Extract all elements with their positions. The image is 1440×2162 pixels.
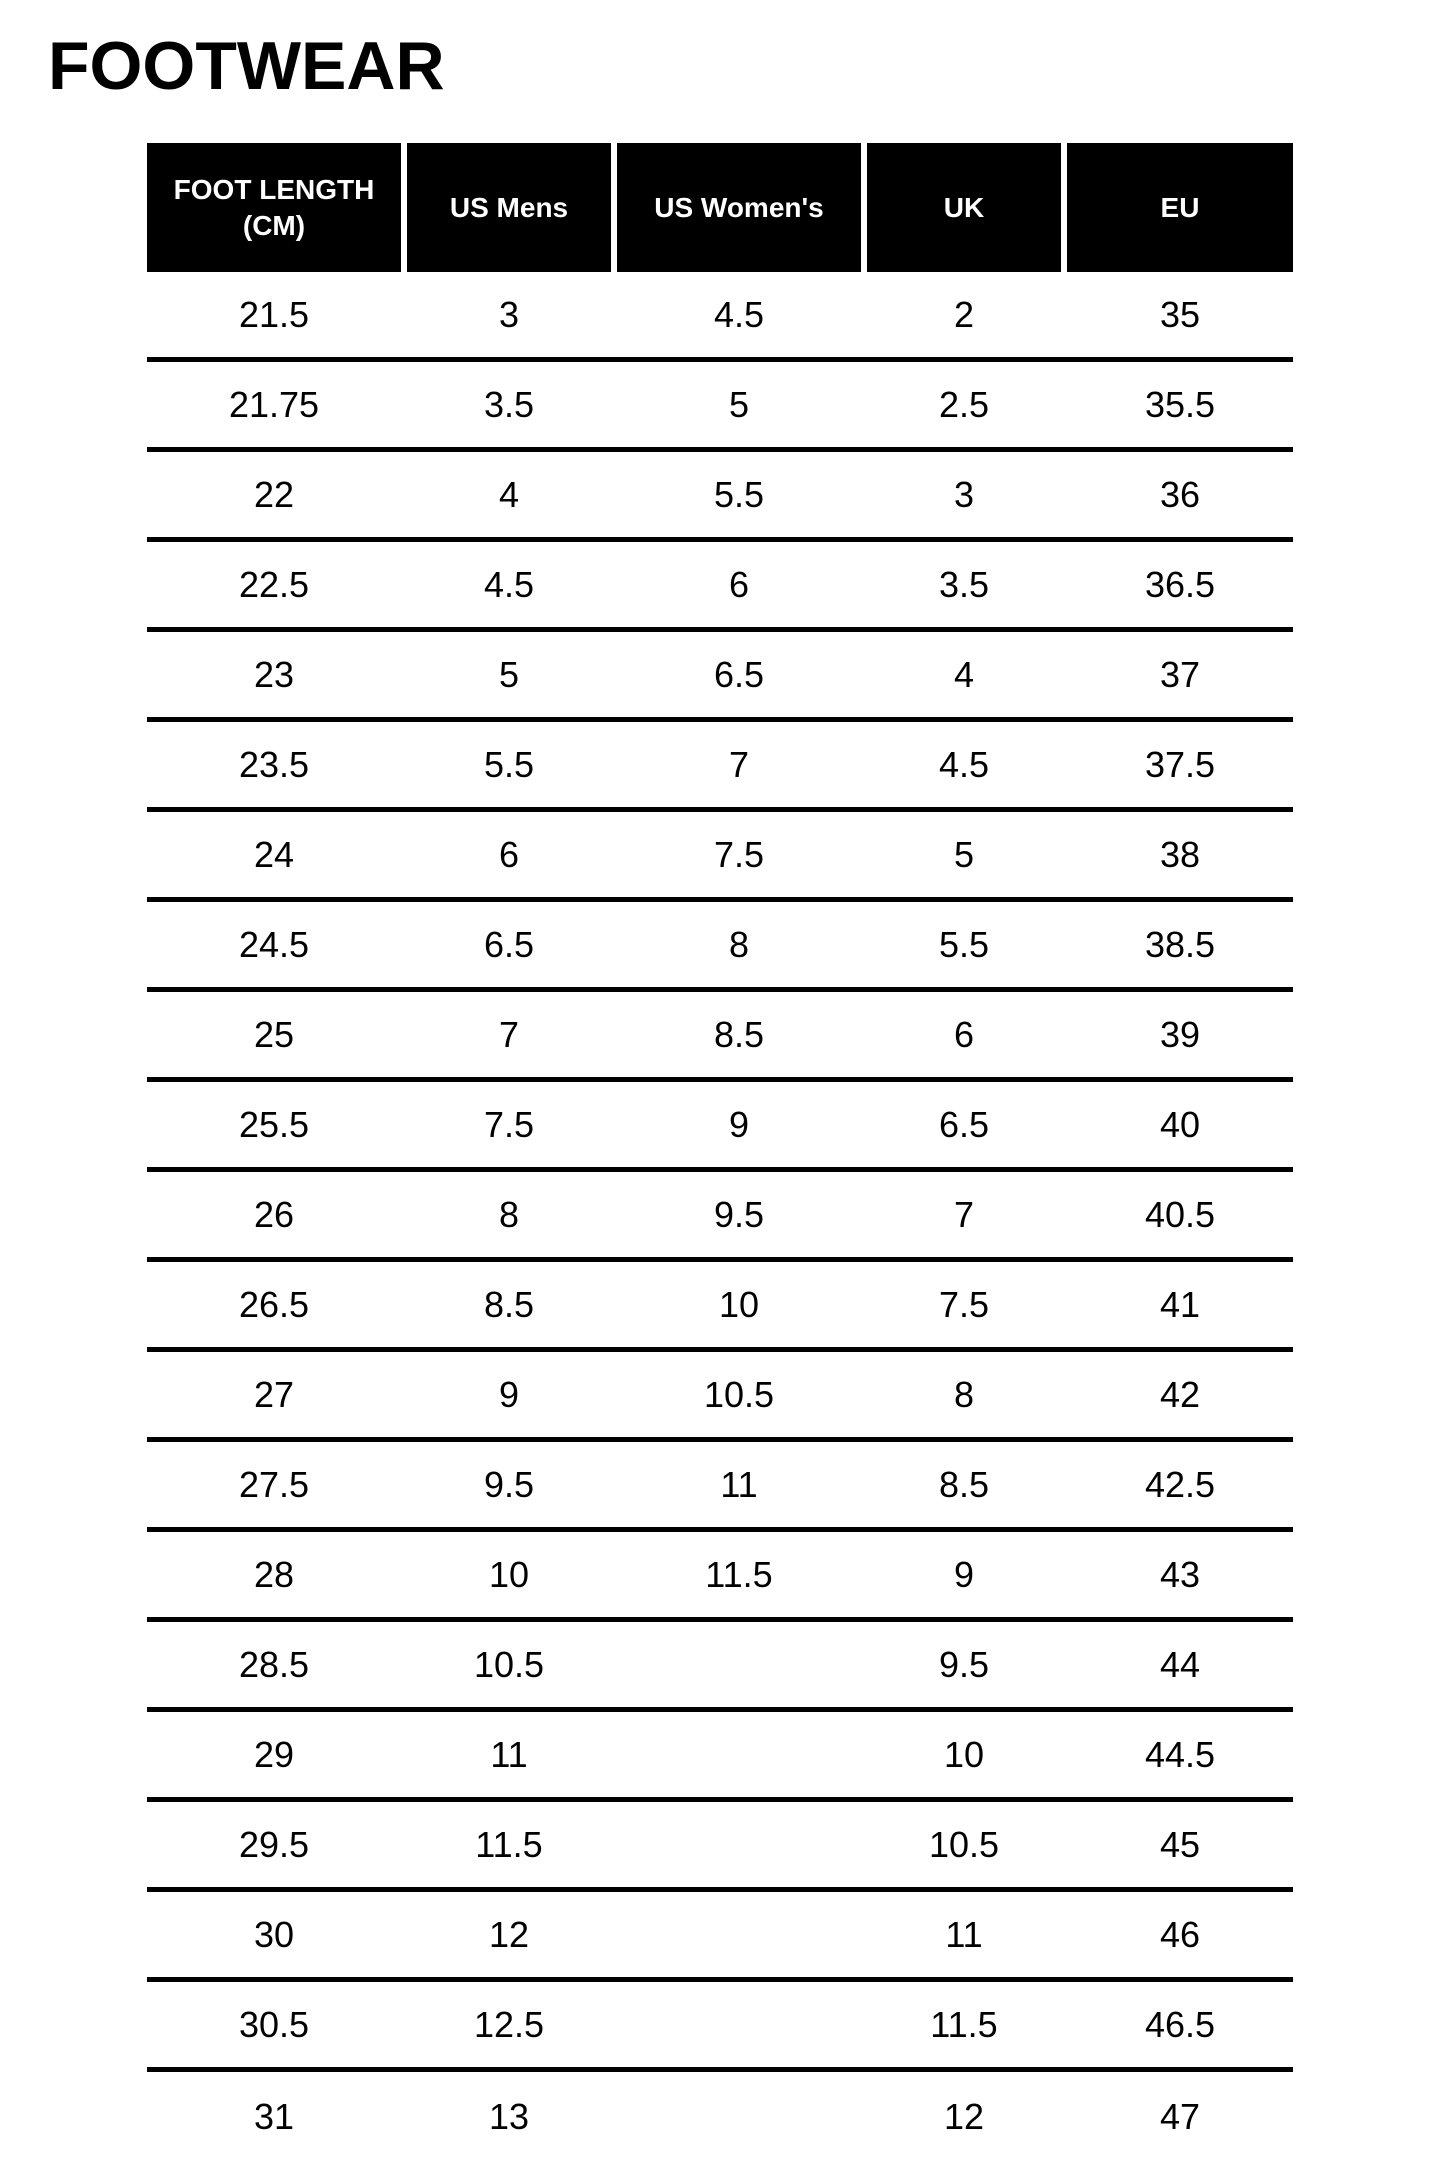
page-title: FOOTWEAR: [48, 28, 445, 104]
table-row: [147, 632, 1293, 722]
cell-us-womens: [617, 1982, 861, 2067]
table-row: [147, 722, 1293, 812]
cell-foot-length-cm: 28: [253, 1553, 295, 1595]
column-header-uk: UK: [867, 143, 1061, 272]
cell-foot-length-cm: 24.5: [238, 923, 310, 965]
table-row: [147, 1262, 1293, 1352]
cell-us-mens: 9: [498, 1373, 520, 1415]
cell-uk: 3: [953, 473, 975, 515]
table-row: [147, 1712, 1293, 1802]
table-row: [147, 812, 1293, 902]
cell-uk: 2: [953, 293, 975, 335]
table-row: [147, 1352, 1293, 1442]
cell-eu: 47: [1159, 2096, 1201, 2137]
cell-us-womens: 6: [728, 563, 750, 605]
cell-foot-length-cm: 29.5: [238, 1823, 310, 1865]
cell-us-womens: [617, 2072, 861, 2162]
table-row: [147, 272, 1293, 362]
cell-eu: 38.5: [1144, 923, 1216, 965]
cell-us-mens: 12: [488, 1913, 530, 1955]
cell-eu: 41: [1159, 1283, 1201, 1325]
cell-foot-length-cm: 24: [253, 833, 295, 875]
cell-foot-length-cm: 21.5: [238, 293, 310, 335]
cell-uk: 3.5: [938, 563, 990, 605]
cell-us-womens: 10.5: [703, 1373, 775, 1415]
table-row: [147, 1622, 1293, 1712]
cell-uk: 9: [953, 1553, 975, 1595]
cell-us-mens: 4: [498, 473, 520, 515]
cell-uk: 12: [943, 2096, 985, 2137]
table-row: [147, 452, 1293, 542]
cell-us-mens: 11: [490, 1733, 528, 1775]
cell-us-mens: 9.5: [483, 1463, 535, 1505]
cell-eu: 38: [1159, 833, 1201, 875]
table-header-row: [147, 143, 1293, 272]
table-row: [147, 362, 1293, 452]
cell-foot-length-cm: 25.5: [238, 1103, 310, 1145]
cell-foot-length-cm: 26.5: [238, 1283, 310, 1325]
cell-uk: 5.5: [938, 923, 990, 965]
cell-us-womens: [617, 1712, 861, 1797]
cell-foot-length-cm: 31: [253, 2096, 295, 2137]
cell-us-womens: 11.5: [705, 1553, 773, 1595]
cell-uk: 11.5: [930, 2003, 998, 2045]
cell-us-mens: 10.5: [473, 1643, 545, 1685]
cell-foot-length-cm: 23.5: [238, 743, 310, 785]
cell-us-mens: 12.5: [473, 2003, 545, 2045]
table-row: [147, 1442, 1293, 1532]
cell-us-mens: 8: [498, 1193, 520, 1235]
cell-us-mens: 5: [498, 653, 520, 695]
size-conversion-table: [147, 143, 1293, 2162]
table-row: [147, 1082, 1293, 1172]
cell-uk: 11: [945, 1913, 983, 1955]
cell-us-womens: 5.5: [713, 473, 765, 515]
cell-foot-length-cm: 22: [253, 473, 295, 515]
cell-us-mens: 4.5: [483, 563, 535, 605]
cell-eu: 35: [1159, 293, 1201, 335]
cell-eu: 40: [1159, 1103, 1201, 1145]
cell-uk: 8.5: [938, 1463, 990, 1505]
cell-us-mens: 7: [498, 1013, 520, 1055]
cell-uk: 4.5: [938, 743, 990, 785]
cell-eu: 39: [1159, 1013, 1201, 1055]
cell-us-mens: 5.5: [483, 743, 535, 785]
cell-foot-length-cm: 29: [253, 1733, 295, 1775]
cell-uk: 10.5: [928, 1823, 1000, 1865]
column-header-foot-length-cm: FOOT LENGTH (CM): [147, 143, 401, 272]
cell-uk: 9.5: [938, 1643, 990, 1685]
cell-uk: 5: [953, 833, 975, 875]
cell-uk: 6.5: [938, 1103, 990, 1145]
cell-us-mens: 3.5: [483, 383, 535, 425]
cell-foot-length-cm: 21.75: [228, 383, 320, 425]
cell-eu: 44.5: [1144, 1733, 1216, 1775]
cell-uk: 6: [953, 1013, 975, 1055]
cell-us-womens: [617, 1802, 861, 1887]
table-row: [147, 1802, 1293, 1892]
cell-eu: 43: [1159, 1553, 1201, 1595]
table-row: [147, 1982, 1293, 2072]
table-row: [147, 902, 1293, 992]
column-header-us-womens: US Women's: [617, 143, 861, 272]
cell-foot-length-cm: 30.5: [238, 2003, 310, 2045]
cell-us-mens: 11.5: [475, 1823, 543, 1865]
cell-uk: 8: [953, 1373, 975, 1415]
cell-us-womens: 8: [728, 923, 750, 965]
cell-uk: 10: [943, 1733, 985, 1775]
cell-us-womens: 7.5: [713, 833, 765, 875]
table-row: [147, 992, 1293, 1082]
cell-eu: 37.5: [1144, 743, 1216, 785]
cell-eu: 46: [1159, 1913, 1201, 1955]
cell-us-womens: 8.5: [713, 1013, 765, 1055]
cell-us-womens: 9.5: [713, 1193, 765, 1235]
cell-us-womens: 11: [720, 1463, 758, 1505]
table-body: [147, 272, 1293, 2162]
table-row: [147, 1532, 1293, 1622]
cell-foot-length-cm: 27.5: [238, 1463, 310, 1505]
cell-us-mens: 8.5: [483, 1283, 535, 1325]
table-row: [147, 1892, 1293, 1982]
cell-us-mens: 6.5: [483, 923, 535, 965]
cell-us-womens: 10: [718, 1283, 760, 1325]
cell-eu: 42: [1159, 1373, 1201, 1415]
table-row: [147, 2072, 1293, 2162]
cell-us-womens: 7: [728, 743, 750, 785]
cell-us-womens: 6.5: [713, 653, 765, 695]
column-header-us-mens: US Mens: [407, 143, 611, 272]
cell-foot-length-cm: 22.5: [238, 563, 310, 605]
cell-us-mens: 13: [488, 2096, 530, 2137]
cell-uk: 2.5: [938, 383, 990, 425]
cell-foot-length-cm: 30: [253, 1913, 295, 1955]
cell-us-mens: 7.5: [483, 1103, 535, 1145]
cell-us-womens: [617, 1622, 861, 1707]
cell-eu: 36.5: [1144, 563, 1216, 605]
cell-eu: 35.5: [1144, 383, 1216, 425]
cell-us-womens: 4.5: [713, 293, 765, 335]
cell-eu: 46.5: [1144, 2003, 1216, 2045]
cell-foot-length-cm: 23: [253, 653, 295, 695]
cell-us-mens: 10: [488, 1553, 530, 1595]
cell-eu: 40.5: [1144, 1193, 1216, 1235]
cell-eu: 36: [1159, 473, 1201, 515]
cell-foot-length-cm: 26: [253, 1193, 295, 1235]
cell-foot-length-cm: 28.5: [238, 1643, 310, 1685]
cell-us-womens: 5: [728, 383, 750, 425]
cell-uk: 7: [953, 1193, 975, 1235]
cell-us-mens: 3: [498, 293, 520, 335]
cell-us-womens: 9: [728, 1103, 750, 1145]
cell-us-womens: [617, 1892, 861, 1977]
cell-eu: 42.5: [1144, 1463, 1216, 1505]
cell-uk: 4: [953, 653, 975, 695]
cell-eu: 37: [1159, 653, 1201, 695]
cell-foot-length-cm: 25: [253, 1013, 295, 1055]
cell-eu: 44: [1159, 1643, 1201, 1685]
cell-uk: 7.5: [938, 1283, 990, 1325]
table-row: [147, 542, 1293, 632]
column-header-eu: EU: [1067, 143, 1293, 272]
cell-eu: 45: [1159, 1823, 1201, 1865]
cell-us-mens: 6: [498, 833, 520, 875]
cell-foot-length-cm: 27: [253, 1373, 295, 1415]
table-row: [147, 1172, 1293, 1262]
